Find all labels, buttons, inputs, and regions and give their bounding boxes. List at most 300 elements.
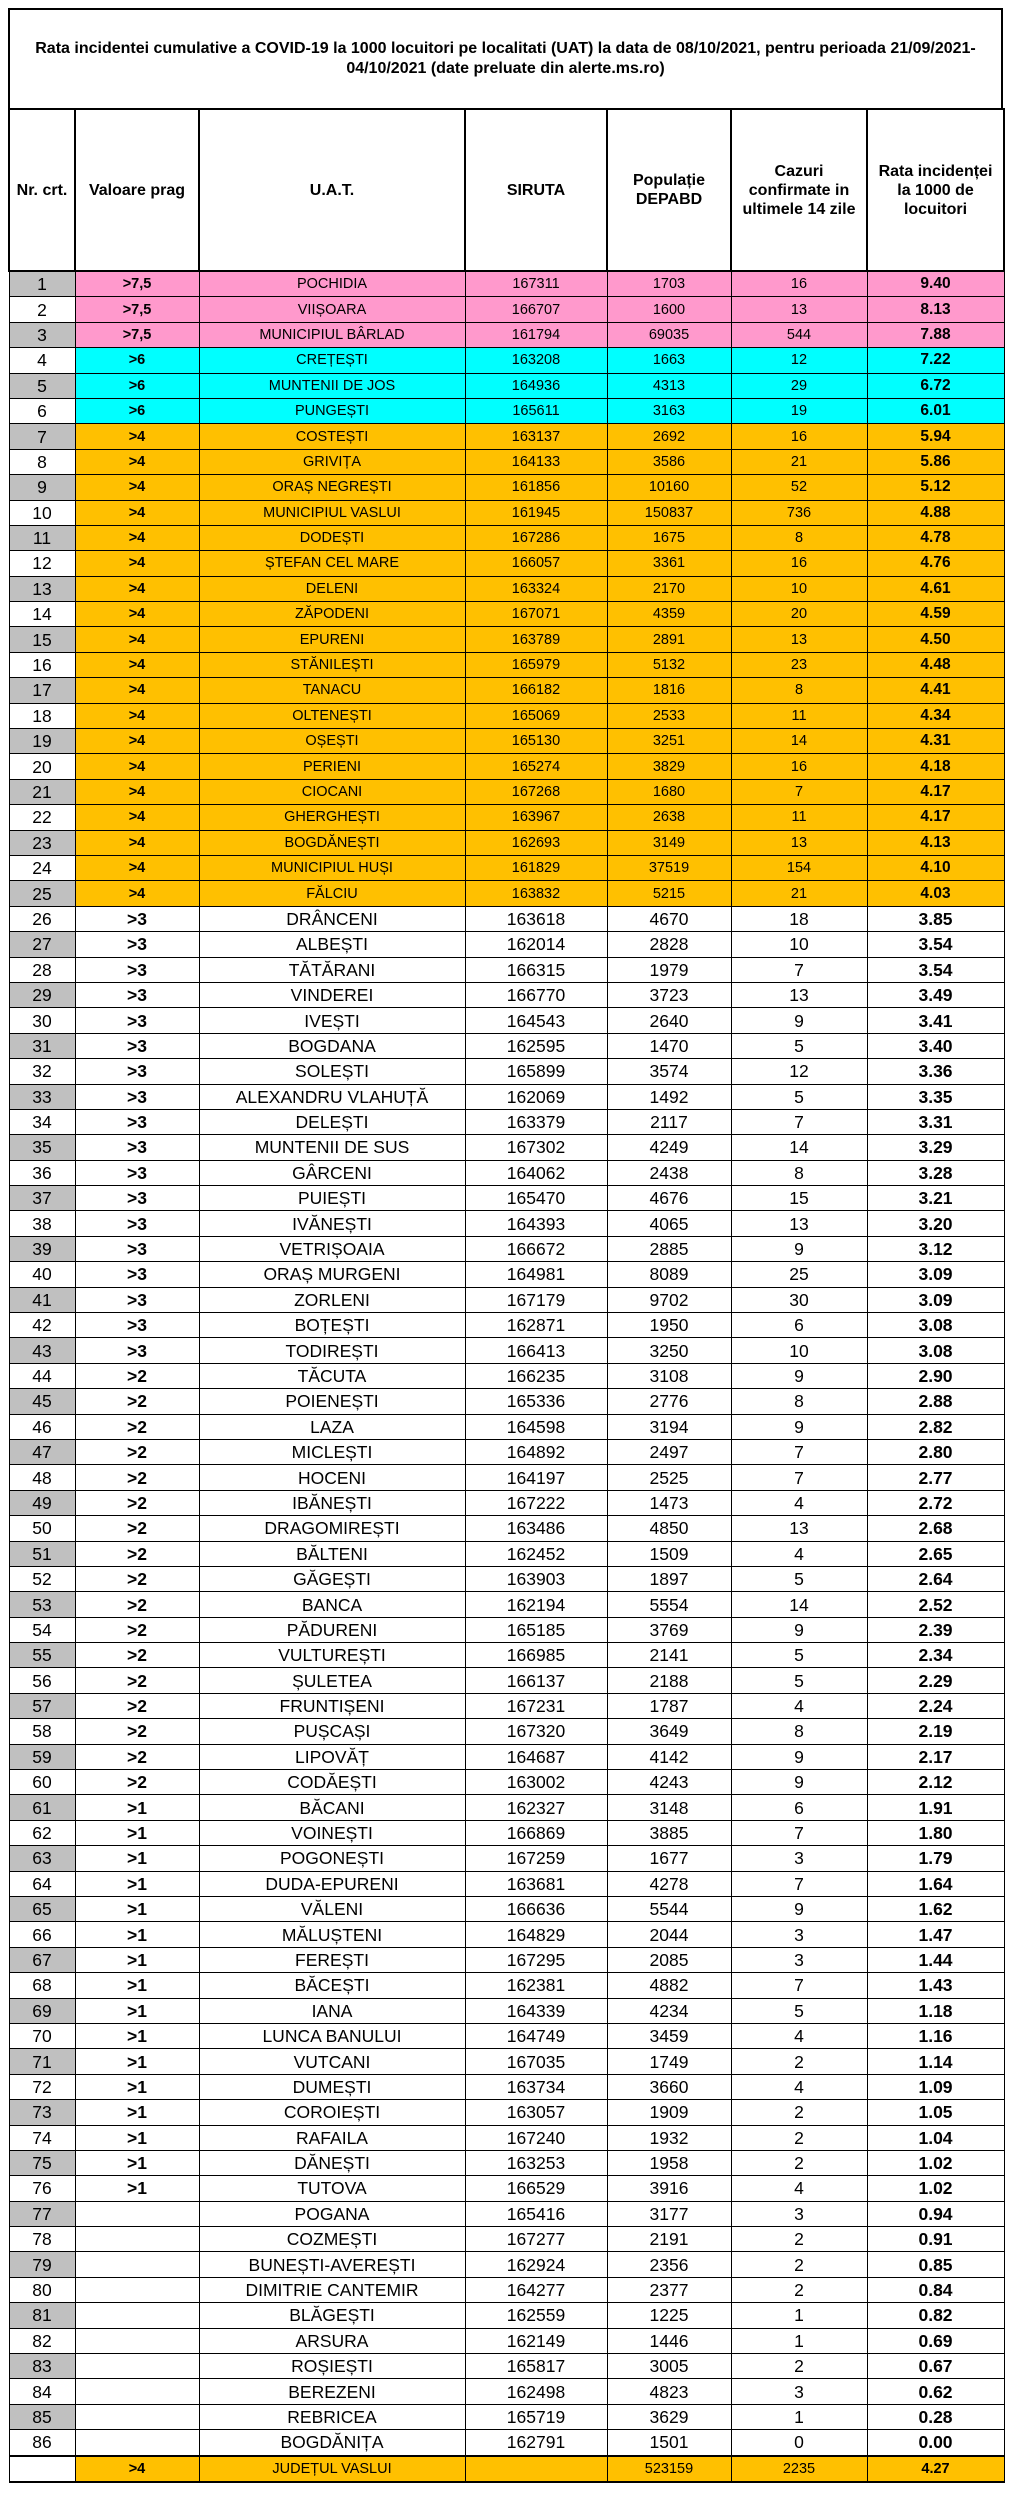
threshold-value-cell: >3 (75, 1008, 199, 1033)
siruta-code-cell: 162498 (465, 2379, 607, 2404)
confirmed-cases-cell: 14 (731, 729, 867, 754)
incidence-rate-cell: 1.02 (867, 2150, 1004, 2175)
table-row (9, 1770, 1004, 1795)
confirmed-cases-cell: 5 (731, 1643, 867, 1668)
uat-name-cell: PĂDURENI (199, 1617, 465, 1642)
row-number-cell: 30 (9, 1008, 75, 1033)
table-row (9, 1973, 1004, 1998)
uat-name-cell: FĂLCIU (199, 881, 465, 906)
uat-name-cell: ZORLENI (199, 1287, 465, 1312)
siruta-code-cell: 166057 (465, 551, 607, 576)
incidence-rate-cell: 3.29 (867, 1135, 1004, 1160)
population-cell: 1446 (607, 2328, 731, 2353)
uat-name-cell: MĂLUȘTENI (199, 1922, 465, 1947)
incidence-rate-cell: 1.09 (867, 2074, 1004, 2099)
uat-name-cell: IVĂNEȘTI (199, 1211, 465, 1236)
uat-name-cell: VIIȘOARA (199, 297, 465, 322)
incidence-rate-cell: 3.28 (867, 1160, 1004, 1185)
row-number-cell: 16 (9, 652, 75, 677)
incidence-rate-cell: 0.82 (867, 2303, 1004, 2328)
incidence-rate-cell: 3.41 (867, 1008, 1004, 1033)
row-number-cell: 76 (9, 2176, 75, 2201)
table-row (9, 627, 1004, 652)
population-cell: 2692 (607, 424, 731, 449)
confirmed-cases-cell: 3 (731, 1922, 867, 1947)
row-number-cell: 68 (9, 1973, 75, 1998)
uat-name-cell: GHERGHEȘTI (199, 805, 465, 830)
table-row (9, 2201, 1004, 2226)
row-number-cell: 24 (9, 855, 75, 880)
threshold-value-cell: >2 (75, 1465, 199, 1490)
population-cell: 4670 (607, 906, 731, 931)
confirmed-cases-cell: 7 (731, 1973, 867, 1998)
siruta-code-cell: 165817 (465, 2354, 607, 2379)
incidence-rate-cell: 0.91 (867, 2227, 1004, 2252)
siruta-code-cell: 162069 (465, 1084, 607, 1109)
population-cell: 2525 (607, 1465, 731, 1490)
threshold-value-cell: >1 (75, 1846, 199, 1871)
incidence-rate-cell: 1.64 (867, 1871, 1004, 1896)
uat-name-cell: MUNICIPIUL HUȘI (199, 855, 465, 880)
confirmed-cases-cell: 9 (731, 1617, 867, 1642)
siruta-code-cell: 166182 (465, 678, 607, 703)
siruta-code-cell: 162693 (465, 830, 607, 855)
threshold-value-cell (75, 2201, 199, 2226)
row-number-cell: 3 (9, 322, 75, 347)
threshold-value-cell: >4 (75, 678, 199, 703)
siruta-code-cell: 167320 (465, 1719, 607, 1744)
uat-name-cell: BEREZENI (199, 2379, 465, 2404)
population-cell: 10160 (607, 475, 731, 500)
confirmed-cases-cell: 21 (731, 881, 867, 906)
confirmed-cases-cell: 9 (731, 1770, 867, 1795)
uat-name-cell: MUNTENII DE JOS (199, 373, 465, 398)
row-number-cell: 5 (9, 373, 75, 398)
siruta-code-cell: 167240 (465, 2125, 607, 2150)
confirmed-cases-cell: 2 (731, 2150, 867, 2175)
population-cell: 2638 (607, 805, 731, 830)
table-row (9, 1668, 1004, 1693)
incidence-rate-cell: 4.17 (867, 779, 1004, 804)
population-cell: 2828 (607, 932, 731, 957)
table-row (9, 1871, 1004, 1896)
confirmed-cases-cell: 9 (731, 1008, 867, 1033)
table-row (9, 1186, 1004, 1211)
confirmed-cases-cell: 13 (731, 982, 867, 1007)
population-cell: 8089 (607, 1262, 731, 1287)
incidence-rate-cell: 5.12 (867, 475, 1004, 500)
siruta-code-cell: 165185 (465, 1617, 607, 1642)
incidence-rate-cell: 4.41 (867, 678, 1004, 703)
uat-name-cell: BOGDĂNEȘTI (199, 830, 465, 855)
confirmed-cases-cell: 1 (731, 2404, 867, 2429)
threshold-value-cell: >1 (75, 2176, 199, 2201)
incidence-rate-cell: 2.80 (867, 1439, 1004, 1464)
confirmed-cases-cell: 3 (731, 2201, 867, 2226)
population-cell: 1979 (607, 957, 731, 982)
uat-name-cell: BUNEȘTI-AVEREȘTI (199, 2252, 465, 2277)
population-cell: 1600 (607, 297, 731, 322)
threshold-value-cell: >4 (75, 627, 199, 652)
siruta-code-cell: 164981 (465, 1262, 607, 1287)
confirmed-cases-cell: 1 (731, 2303, 867, 2328)
confirmed-cases-cell: 4 (731, 1490, 867, 1515)
row-number-cell: 74 (9, 2125, 75, 2150)
uat-name-cell: PERIENI (199, 754, 465, 779)
siruta-code-cell: 164892 (465, 1439, 607, 1464)
population-cell: 2377 (607, 2277, 731, 2302)
threshold-value-cell: >2 (75, 1414, 199, 1439)
table-row (9, 1541, 1004, 1566)
incidence-rate-cell: 2.65 (867, 1541, 1004, 1566)
threshold-value-cell: >4 (75, 602, 199, 627)
population-cell: 2438 (607, 1160, 731, 1185)
incidence-rate-cell: 2.52 (867, 1592, 1004, 1617)
confirmed-cases-cell: 5 (731, 1566, 867, 1591)
confirmed-cases-cell: 11 (731, 703, 867, 728)
uat-name-cell: VULTUREȘTI (199, 1643, 465, 1668)
population-cell: 2191 (607, 2227, 731, 2252)
siruta-code-cell: 164749 (465, 2023, 607, 2048)
confirmed-cases-cell: 16 (731, 754, 867, 779)
confirmed-cases-cell: 7 (731, 1465, 867, 1490)
threshold-value-cell: >3 (75, 1338, 199, 1363)
confirmed-cases-cell: 7 (731, 1109, 867, 1134)
uat-name-cell: GÂRCENI (199, 1160, 465, 1185)
confirmed-cases-cell: 7 (731, 1820, 867, 1845)
population-cell: 4142 (607, 1744, 731, 1769)
header-nr: Nr. crt. (9, 109, 75, 271)
row-number-cell: 51 (9, 1541, 75, 1566)
table-row (9, 2379, 1004, 2404)
row-number-cell: 67 (9, 1947, 75, 1972)
threshold-value-cell: >4 (75, 500, 199, 525)
incidence-rate-cell: 4.18 (867, 754, 1004, 779)
threshold-value-cell: >1 (75, 2100, 199, 2125)
uat-name-cell: PUȘCAȘI (199, 1719, 465, 1744)
siruta-code-cell: 165611 (465, 398, 607, 423)
population-cell: 1473 (607, 1490, 731, 1515)
incidence-rate-cell: 3.85 (867, 906, 1004, 931)
confirmed-cases-cell: 7 (731, 779, 867, 804)
table-row (9, 703, 1004, 728)
siruta-code-cell: 167311 (465, 271, 607, 297)
table-row (9, 525, 1004, 550)
confirmed-cases-cell: 9 (731, 1236, 867, 1261)
uat-name-cell: VUTCANI (199, 2049, 465, 2074)
siruta-code-cell: 167295 (465, 1947, 607, 1972)
incidence-rate-cell: 1.02 (867, 2176, 1004, 2201)
siruta-code-cell: 162452 (465, 1541, 607, 1566)
siruta-code-cell: 164598 (465, 1414, 607, 1439)
incidence-rate-cell: 1.44 (867, 1947, 1004, 1972)
confirmed-cases-cell: 9 (731, 1363, 867, 1388)
confirmed-cases-cell: 12 (731, 348, 867, 373)
threshold-value-cell: >4 (75, 779, 199, 804)
siruta-code-cell: 166235 (465, 1363, 607, 1388)
row-number-cell: 34 (9, 1109, 75, 1134)
row-number-cell: 58 (9, 1719, 75, 1744)
population-cell: 4249 (607, 1135, 731, 1160)
population-cell: 3251 (607, 729, 731, 754)
table-row (9, 2125, 1004, 2150)
row-number-cell: 4 (9, 348, 75, 373)
table-row (9, 2430, 1004, 2456)
table-row (9, 1135, 1004, 1160)
table-row (9, 957, 1004, 982)
confirmed-cases-cell: 8 (731, 678, 867, 703)
uat-name-cell: BLĂGEȘTI (199, 2303, 465, 2328)
row-number-cell: 86 (9, 2430, 75, 2456)
uat-name-cell: DIMITRIE CANTEMIR (199, 2277, 465, 2302)
header-population: Populație DEPABD (607, 109, 731, 271)
siruta-code-cell: 166985 (465, 1643, 607, 1668)
incidence-rate-cell: 2.34 (867, 1643, 1004, 1668)
confirmed-cases-cell: 29 (731, 373, 867, 398)
table-row (9, 1160, 1004, 1185)
population-cell: 69035 (607, 322, 731, 347)
siruta-code-cell: 167286 (465, 525, 607, 550)
confirmed-cases-cell: 52 (731, 475, 867, 500)
row-number-cell: 6 (9, 398, 75, 423)
table-row (9, 2354, 1004, 2379)
incidence-rate-cell: 4.61 (867, 576, 1004, 601)
population-cell: 2640 (607, 1008, 731, 1033)
siruta-code-cell: 164936 (465, 373, 607, 398)
threshold-value-cell: >2 (75, 1566, 199, 1591)
siruta-code-cell: 166137 (465, 1668, 607, 1693)
siruta-code-cell: 164543 (465, 1008, 607, 1033)
table-row (9, 322, 1004, 347)
siruta-code-cell: 163734 (465, 2074, 607, 2099)
threshold-value-cell: >2 (75, 1668, 199, 1693)
uat-name-cell: OLTENEȘTI (199, 703, 465, 728)
population-cell: 1932 (607, 2125, 731, 2150)
incidence-rate-cell: 4.78 (867, 525, 1004, 550)
incidence-rate-cell: 2.17 (867, 1744, 1004, 1769)
table-row (9, 373, 1004, 398)
uat-name-cell: PUIEȘTI (199, 1186, 465, 1211)
incidence-rate-cell: 1.79 (867, 1846, 1004, 1871)
table-row (9, 1719, 1004, 1744)
siruta-code-cell: 163208 (465, 348, 607, 373)
population-cell: 3629 (607, 2404, 731, 2429)
population-cell: 2533 (607, 703, 731, 728)
uat-name-cell: ȘTEFAN CEL MARE (199, 551, 465, 576)
threshold-value-cell: >3 (75, 1186, 199, 1211)
incidence-rate-cell: 6.72 (867, 373, 1004, 398)
uat-name-cell: TĂCUTA (199, 1363, 465, 1388)
population-cell: 150837 (607, 500, 731, 525)
row-number-cell: 7 (9, 424, 75, 449)
uat-name-cell: VOINEȘTI (199, 1820, 465, 1845)
confirmed-cases-cell: 0 (731, 2430, 867, 2456)
siruta-code-cell: 164393 (465, 1211, 607, 1236)
threshold-value-cell: >4 (75, 703, 199, 728)
row-number-cell: 26 (9, 906, 75, 931)
row-number-cell: 40 (9, 1262, 75, 1287)
incidence-rate-cell: 3.20 (867, 1211, 1004, 1236)
siruta-code-cell: 163379 (465, 1109, 607, 1134)
table-row (9, 1516, 1004, 1541)
population-cell: 4313 (607, 373, 731, 398)
confirmed-cases-cell: 5 (731, 1033, 867, 1058)
uat-name-cell: BĂCANI (199, 1795, 465, 1820)
threshold-value-cell: >2 (75, 1516, 199, 1541)
row-number-cell: 50 (9, 1516, 75, 1541)
table-row (9, 1363, 1004, 1388)
population-cell: 3586 (607, 449, 731, 474)
threshold-value-cell: >4 (75, 576, 199, 601)
confirmed-cases-cell: 10 (731, 576, 867, 601)
row-number-cell: 2 (9, 297, 75, 322)
uat-name-cell: BOȚEȘTI (199, 1313, 465, 1338)
row-number-cell: 9 (9, 475, 75, 500)
uat-name-cell: DUDA-EPURENI (199, 1871, 465, 1896)
row-number-cell: 35 (9, 1135, 75, 1160)
row-number-cell: 42 (9, 1313, 75, 1338)
table-row (9, 2252, 1004, 2277)
confirmed-cases-cell: 9 (731, 1744, 867, 1769)
table-row (9, 2176, 1004, 2201)
table-row (9, 1998, 1004, 2023)
table-row (9, 297, 1004, 322)
row-number-cell: 21 (9, 779, 75, 804)
threshold-value-cell: >1 (75, 1820, 199, 1845)
uat-name-cell: ARSURA (199, 2328, 465, 2353)
threshold-value-cell (75, 2252, 199, 2277)
threshold-value-cell: >3 (75, 1211, 199, 1236)
header-siruta: SIRUTA (465, 109, 607, 271)
population-cell: 2117 (607, 1109, 731, 1134)
row-number-cell: 15 (9, 627, 75, 652)
uat-name-cell: LIPOVĂȚ (199, 1744, 465, 1769)
table-row (9, 424, 1004, 449)
table-row (9, 1109, 1004, 1134)
incidence-rate-cell: 1.62 (867, 1897, 1004, 1922)
row-number-cell: 81 (9, 2303, 75, 2328)
population-cell: 1225 (607, 2303, 731, 2328)
row-number-cell: 70 (9, 2023, 75, 2048)
row-number-cell: 37 (9, 1186, 75, 1211)
confirmed-cases-cell: 2 (731, 2100, 867, 2125)
table-row (9, 729, 1004, 754)
table-row (9, 805, 1004, 830)
confirmed-cases-cell: 2 (731, 2354, 867, 2379)
uat-name-cell: TĂTĂRANI (199, 957, 465, 982)
confirmed-cases-cell: 14 (731, 1135, 867, 1160)
row-number-cell (9, 2456, 75, 2482)
uat-name-cell: ORAȘ MURGENI (199, 1262, 465, 1287)
threshold-value-cell (75, 2379, 199, 2404)
incidence-rate-cell: 4.10 (867, 855, 1004, 880)
table-row (9, 1617, 1004, 1642)
table-row (9, 1236, 1004, 1261)
confirmed-cases-cell: 20 (731, 602, 867, 627)
siruta-code-cell: 167035 (465, 2049, 607, 2074)
population-cell: 1501 (607, 2430, 731, 2456)
confirmed-cases-cell: 16 (731, 271, 867, 297)
population-cell: 1680 (607, 779, 731, 804)
row-number-cell: 47 (9, 1439, 75, 1464)
confirmed-cases-cell: 11 (731, 805, 867, 830)
uat-name-cell: MUNICIPIUL BÂRLAD (199, 322, 465, 347)
table-row (9, 932, 1004, 957)
siruta-code-cell: 161945 (465, 500, 607, 525)
uat-name-cell: DELEȘTI (199, 1109, 465, 1134)
siruta-code-cell: 166770 (465, 982, 607, 1007)
threshold-value-cell: >1 (75, 1871, 199, 1896)
incidence-rate-cell: 1.43 (867, 1973, 1004, 1998)
threshold-value-cell: >1 (75, 1998, 199, 2023)
row-number-cell: 12 (9, 551, 75, 576)
threshold-value-cell: >7,5 (75, 322, 199, 347)
table-row (9, 678, 1004, 703)
incidence-rate-cell: 0.94 (867, 2201, 1004, 2226)
table-body (9, 271, 1004, 2482)
population-cell: 3194 (607, 1414, 731, 1439)
population-cell: 3916 (607, 2176, 731, 2201)
table-row (9, 1033, 1004, 1058)
incidence-rate-cell: 2.82 (867, 1414, 1004, 1439)
population-cell: 2170 (607, 576, 731, 601)
siruta-code-cell: 165719 (465, 2404, 607, 2429)
row-number-cell: 80 (9, 2277, 75, 2302)
incidence-rate-cell: 2.90 (867, 1363, 1004, 1388)
siruta-code-cell: 165899 (465, 1059, 607, 1084)
threshold-value-cell: >1 (75, 2150, 199, 2175)
siruta-code-cell: 166672 (465, 1236, 607, 1261)
confirmed-cases-cell: 2 (731, 2049, 867, 2074)
table-row (9, 754, 1004, 779)
incidence-rate-cell: 3.54 (867, 957, 1004, 982)
siruta-code-cell: 165130 (465, 729, 607, 754)
siruta-code-cell: 165979 (465, 652, 607, 677)
confirmed-cases-cell: 7 (731, 957, 867, 982)
row-number-cell: 71 (9, 2049, 75, 2074)
table-row (9, 906, 1004, 931)
population-cell: 3005 (607, 2354, 731, 2379)
siruta-code-cell: 167179 (465, 1287, 607, 1312)
population-cell: 3177 (607, 2201, 731, 2226)
incidence-rate-cell: 2.12 (867, 1770, 1004, 1795)
row-number-cell: 48 (9, 1465, 75, 1490)
threshold-value-cell: >3 (75, 1262, 199, 1287)
population-cell: 1677 (607, 1846, 731, 1871)
table-row (9, 2227, 1004, 2252)
siruta-code-cell: 167268 (465, 779, 607, 804)
population-cell: 3459 (607, 2023, 731, 2048)
uat-name-cell: DODEȘTI (199, 525, 465, 550)
population-cell: 4359 (607, 602, 731, 627)
table-row (9, 1592, 1004, 1617)
uat-name-cell: ORAȘ NEGREȘTI (199, 475, 465, 500)
confirmed-cases-cell: 3 (731, 1947, 867, 1972)
siruta-code-cell: 163832 (465, 881, 607, 906)
threshold-value-cell (75, 2430, 199, 2456)
confirmed-cases-cell: 8 (731, 525, 867, 550)
row-number-cell: 20 (9, 754, 75, 779)
table-row (9, 449, 1004, 474)
uat-name-cell: ROȘIEȘTI (199, 2354, 465, 2379)
confirmed-cases-cell: 10 (731, 1338, 867, 1363)
row-number-cell: 59 (9, 1744, 75, 1769)
table-row (9, 398, 1004, 423)
siruta-code-cell: 166869 (465, 1820, 607, 1845)
threshold-value-cell (75, 2354, 199, 2379)
table-row (9, 2303, 1004, 2328)
uat-name-cell: ALEXANDRU VLAHUȚĂ (199, 1084, 465, 1109)
